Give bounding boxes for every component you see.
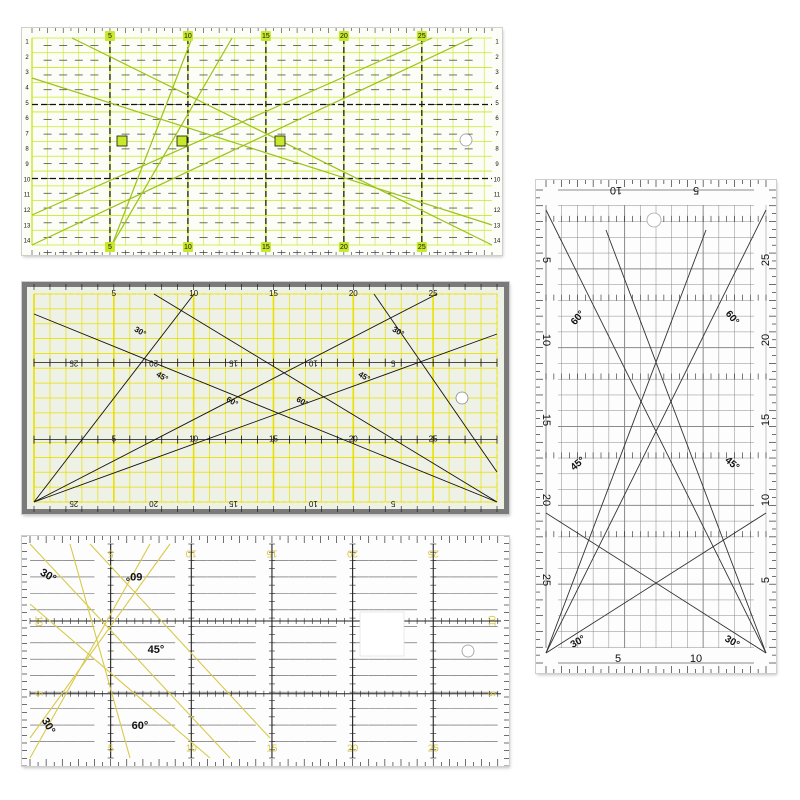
- angle-label: 45°: [568, 455, 588, 474]
- side-number: 8: [25, 146, 29, 153]
- side-number: 5: [25, 100, 29, 107]
- angle-label: 30°: [390, 324, 406, 339]
- ruler-number: 15: [261, 32, 270, 40]
- bottom-number: 5: [390, 498, 396, 508]
- right-number: 15: [759, 413, 772, 427]
- angle-line: [546, 230, 706, 653]
- middle-number: 25: [69, 358, 79, 368]
- top-number: 10: [185, 547, 197, 559]
- angle-label: 30°: [38, 715, 58, 737]
- ruler-number: 10: [184, 243, 192, 251]
- top-number: 5: [692, 184, 700, 197]
- left-number: 5: [32, 691, 44, 697]
- angle-label: 45°: [356, 369, 372, 384]
- angle-line: [30, 604, 210, 758]
- side-number: 4: [25, 85, 29, 92]
- side-number: 2: [25, 54, 29, 61]
- top-number: 25: [427, 547, 439, 559]
- top-number: 20: [348, 289, 358, 299]
- side-number: 6: [25, 116, 29, 123]
- bottom-number: 5: [614, 652, 622, 665]
- ruler-number: 20: [339, 243, 348, 251]
- top-number: 25: [428, 289, 438, 299]
- bottom-number: 15: [266, 743, 278, 755]
- left-number: 20: [540, 493, 553, 507]
- angle-label: 45°: [722, 455, 742, 474]
- side-number: 5: [495, 100, 499, 107]
- right-number: 5: [487, 691, 499, 697]
- angle-label: 30°: [132, 324, 148, 339]
- side-number: 11: [23, 192, 31, 199]
- side-number: 7: [25, 131, 29, 138]
- ruler-3-graphic: [22, 536, 509, 766]
- angle-label: 60°: [125, 570, 143, 583]
- left-number: 5: [540, 256, 553, 264]
- angle-label: 30°: [37, 566, 59, 586]
- bottom-number: 5: [107, 743, 114, 755]
- right-number: 5: [759, 576, 772, 584]
- ruler-yellow-black: [22, 282, 509, 514]
- middle-number: 25: [428, 434, 438, 444]
- hang-hole: [462, 645, 474, 657]
- bottom-number: 10: [185, 743, 197, 755]
- side-number: 12: [493, 207, 501, 214]
- bottom-number: 20: [347, 743, 359, 755]
- ruler-black-clear-vertical: [536, 180, 776, 673]
- square-marker: [275, 136, 285, 146]
- right-number: 20: [759, 333, 772, 347]
- bottom-number: 10: [308, 498, 318, 508]
- side-number: 13: [493, 223, 501, 230]
- bottom-number: 25: [69, 498, 79, 508]
- ruler-yellow-clear: [22, 536, 509, 766]
- hang-hole: [647, 213, 661, 227]
- angle-line: [34, 314, 497, 502]
- ruler-1-graphic: [22, 28, 502, 255]
- middle-number: 15: [269, 434, 278, 444]
- angle-line: [606, 230, 766, 653]
- ruler-number: 20: [339, 32, 348, 40]
- bottom-number: 10: [689, 652, 703, 665]
- side-number: 1: [25, 39, 29, 46]
- angle-label: 60°: [224, 394, 240, 409]
- top-number: 5: [107, 547, 114, 559]
- side-number: 8: [495, 146, 499, 153]
- top-number: 5: [111, 289, 117, 299]
- top-number: 10: [609, 184, 623, 197]
- ruler-4-graphic: [536, 180, 776, 673]
- ruler-number: 25: [417, 243, 426, 251]
- right-number: 10: [759, 493, 772, 507]
- angle-label: 60°: [722, 308, 741, 328]
- right-number: 10: [487, 615, 499, 627]
- side-number: 3: [25, 70, 29, 77]
- bottom-number: 20: [149, 498, 159, 508]
- side-number: 14: [493, 238, 501, 245]
- side-number: 11: [493, 192, 501, 199]
- hang-hole: [456, 392, 468, 404]
- square-marker: [177, 136, 187, 146]
- top-number: 10: [189, 289, 199, 299]
- square-marker: [117, 136, 127, 146]
- middle-number: 20: [149, 358, 159, 368]
- side-number: 7: [495, 131, 499, 138]
- right-number: 25: [759, 253, 772, 267]
- angle-label: 60°: [131, 719, 149, 732]
- ruler-number: 25: [417, 32, 426, 40]
- bottom-number: 25: [427, 743, 439, 755]
- top-number: 15: [269, 289, 278, 299]
- ruler-number: 5: [108, 32, 112, 40]
- ruler-2-graphic: [22, 282, 509, 514]
- ruler-number: 10: [184, 32, 192, 40]
- side-number: 4: [495, 85, 499, 92]
- side-number: 10: [493, 177, 501, 184]
- angle-line: [32, 78, 492, 225]
- left-number: 25: [540, 573, 553, 587]
- ruler-lime-grid: [22, 28, 502, 255]
- middle-number: 10: [308, 358, 318, 368]
- side-number: 1: [495, 39, 499, 46]
- side-number: 10: [23, 177, 31, 184]
- left-number: 15: [540, 413, 553, 427]
- angle-line: [34, 334, 497, 502]
- angle-label: 60°: [569, 308, 588, 328]
- middle-number: 15: [229, 358, 238, 368]
- square-window: [360, 612, 404, 656]
- side-number: 2: [495, 54, 499, 61]
- angle-label: 30°: [722, 633, 742, 651]
- ruler-number: 5: [108, 243, 112, 251]
- hang-hole: [460, 134, 472, 146]
- side-number: 9: [25, 162, 29, 169]
- bottom-number: 15: [229, 498, 238, 508]
- angle-label: 30°: [568, 633, 588, 651]
- top-number: 15: [266, 547, 278, 559]
- left-number: 10: [540, 333, 553, 347]
- middle-number: 5: [390, 358, 396, 368]
- side-number: 9: [495, 162, 499, 169]
- ruler-number: 15: [261, 243, 270, 251]
- side-number: 14: [23, 238, 31, 245]
- middle-number: 20: [348, 434, 358, 444]
- side-number: 13: [23, 223, 31, 230]
- angle-label: 60°: [294, 394, 310, 409]
- side-number: 6: [495, 116, 499, 123]
- angle-line: [70, 544, 130, 758]
- side-number: 3: [495, 70, 499, 77]
- middle-number: 5: [111, 434, 117, 444]
- angle-label: 45°: [154, 369, 170, 384]
- top-number: 20: [347, 547, 359, 559]
- left-number: 10: [32, 615, 44, 627]
- middle-number: 10: [189, 434, 199, 444]
- side-number: 12: [23, 207, 31, 214]
- angle-label: 45°: [147, 643, 165, 656]
